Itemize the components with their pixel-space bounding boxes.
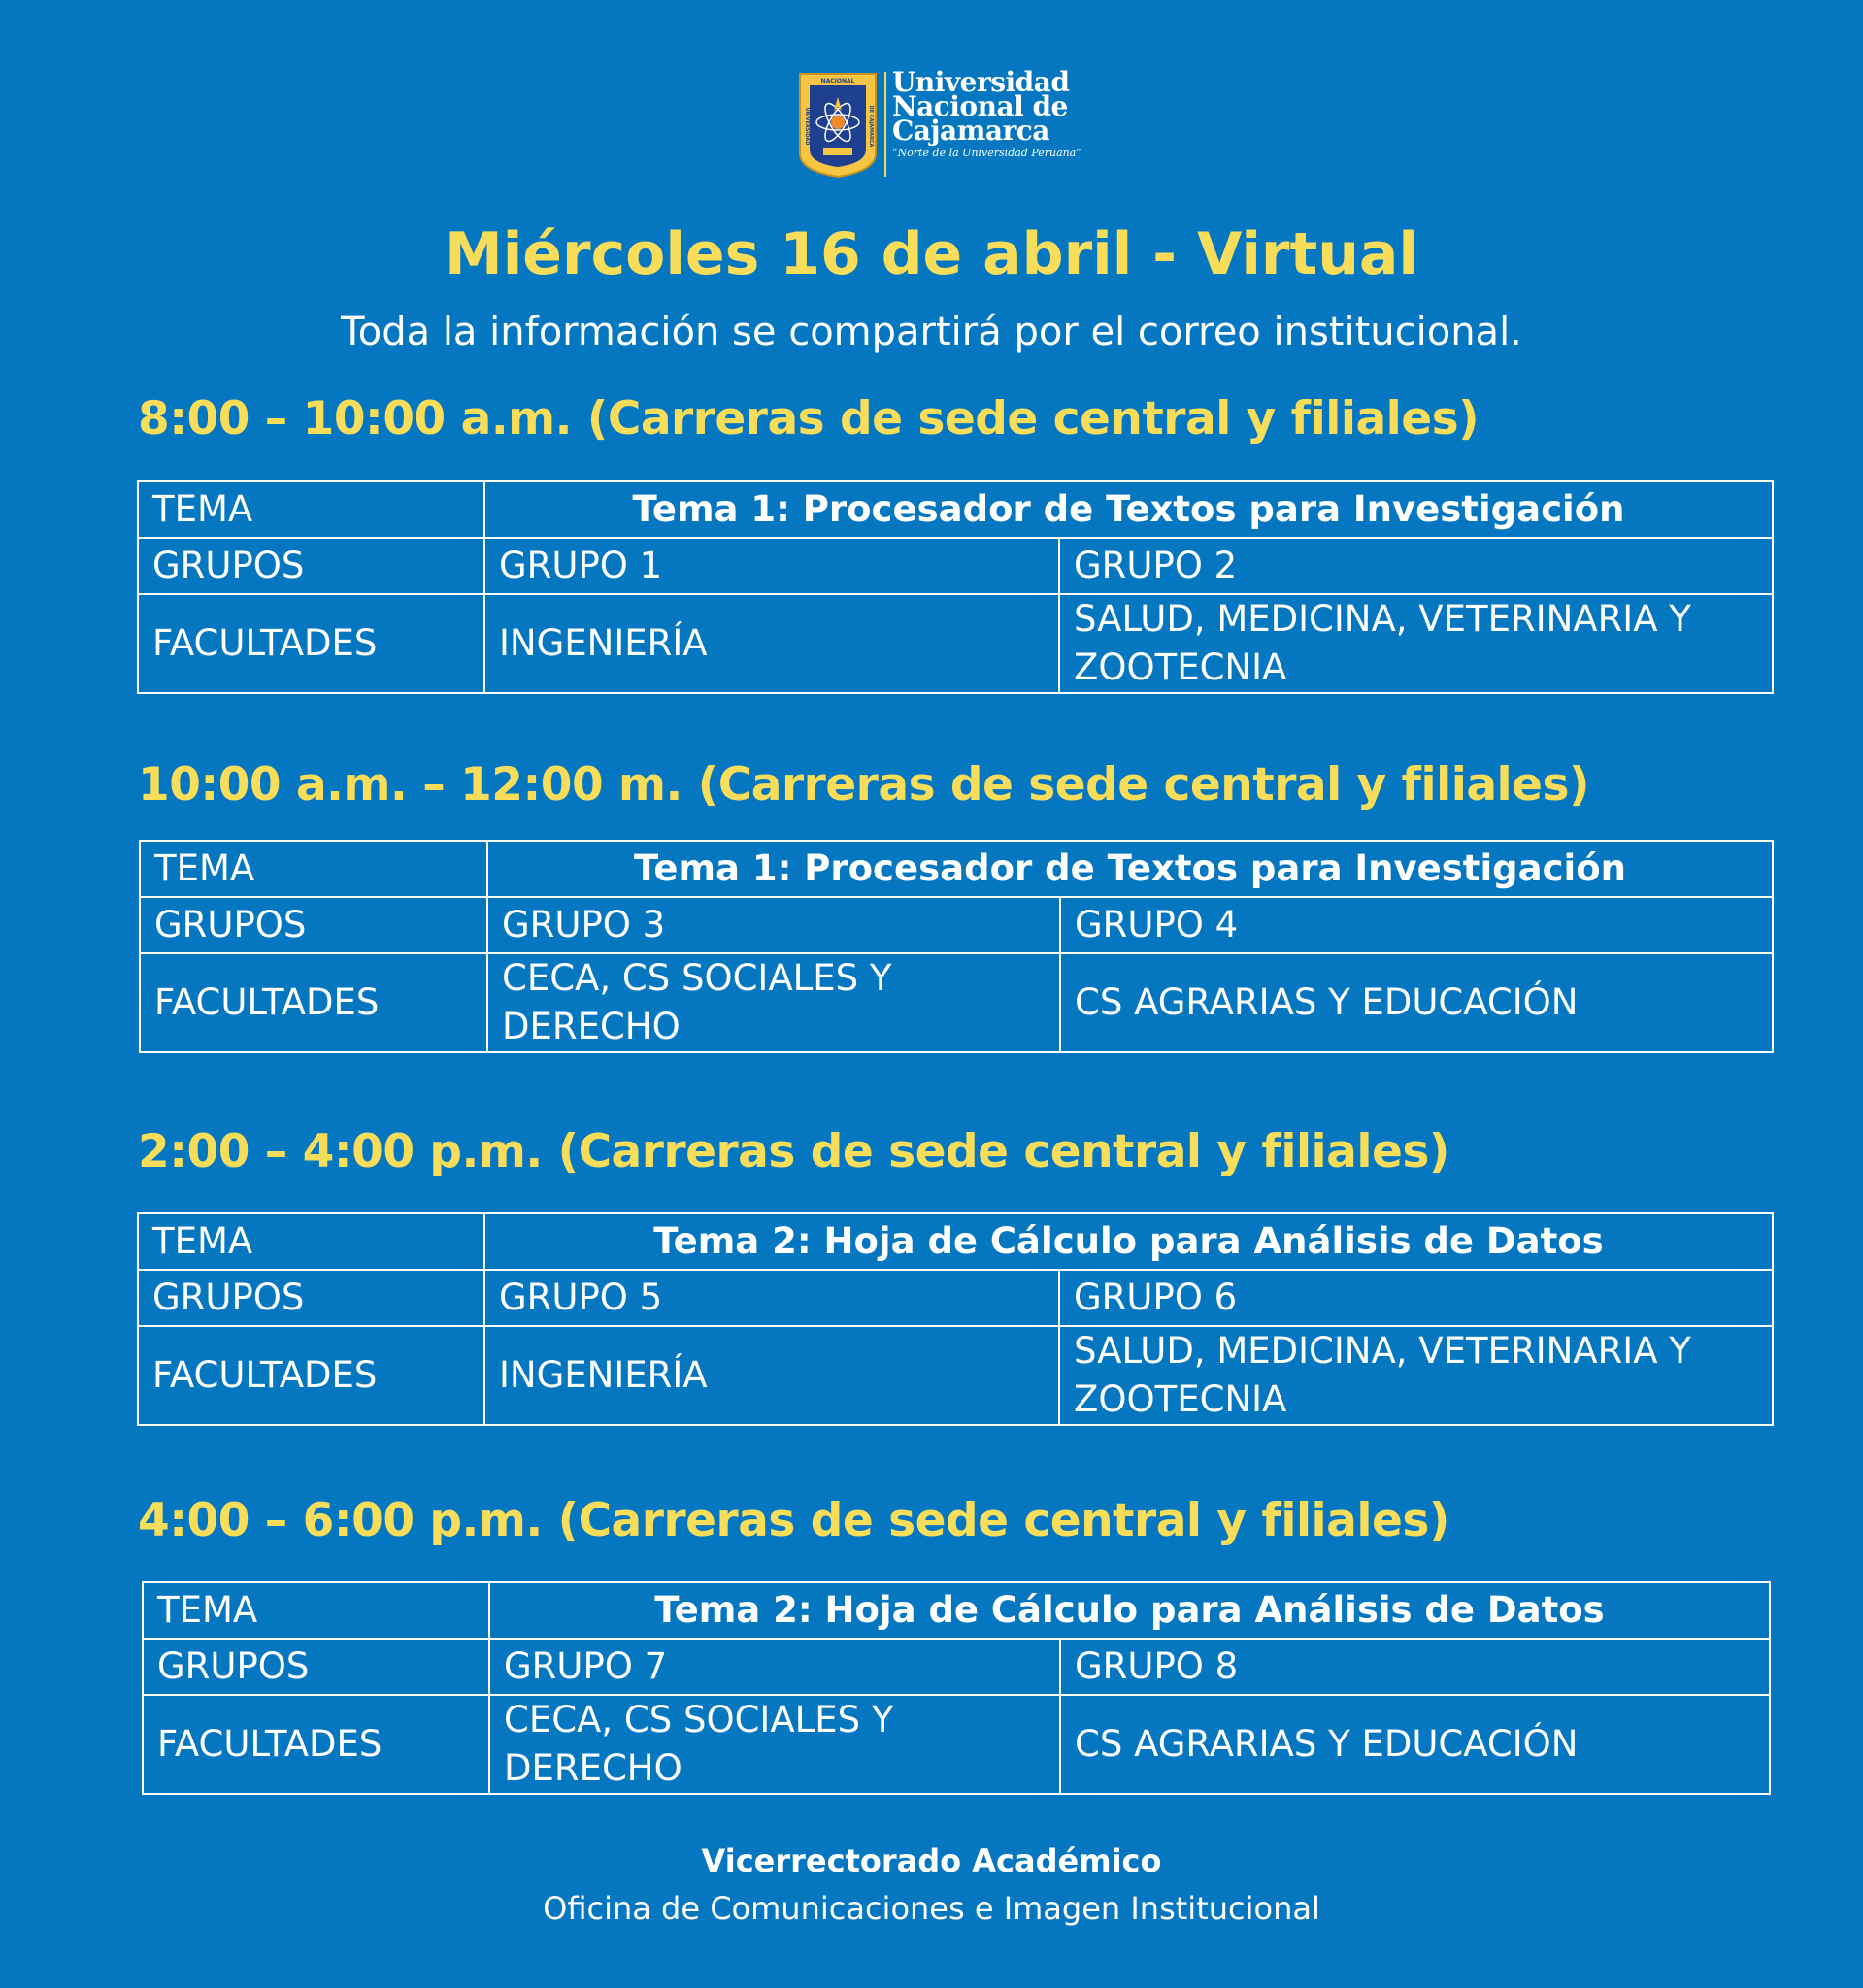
grupo-cell: GRUPO 7 bbox=[489, 1639, 1060, 1695]
table-row-tema bbox=[143, 1582, 1770, 1639]
table-row-grupos bbox=[140, 897, 1773, 953]
logo-motto: “Norte de la Universidad Peruana” bbox=[892, 147, 1081, 159]
grupos-label: GRUPOS bbox=[138, 538, 484, 594]
table-row-grupos bbox=[138, 1270, 1773, 1326]
page-subtitle: Toda la información se compartirá por el correo institucional. bbox=[341, 310, 1522, 354]
tema-label: TEMA bbox=[138, 481, 484, 538]
grupo-cell: GRUPO 5 bbox=[484, 1270, 1059, 1326]
facultad-cell: CS AGRARIAS Y EDUCACIÓN bbox=[1060, 1695, 1770, 1794]
tema-value: Tema 1: Procesador de Textos para Investigación bbox=[487, 841, 1773, 897]
facultad-cell: SALUD, MEDICINA, VETERINARIA Y ZOOTECNIA bbox=[1059, 594, 1773, 693]
tema-label: TEMA bbox=[140, 841, 487, 897]
facultades-label: FACULTADES bbox=[140, 953, 487, 1052]
grupo-cell: GRUPO 8 bbox=[1060, 1639, 1770, 1695]
table-row-facultades bbox=[138, 1326, 1773, 1425]
logo-wordmark bbox=[892, 66, 1081, 159]
facultad-cell: CS AGRARIAS Y EDUCACIÓN bbox=[1060, 953, 1773, 1052]
section-heading-3: 2:00 – 4:00 p.m. (Carreras de sede central y filiales) bbox=[138, 1125, 1449, 1178]
tema-value: Tema 2: Hoja de Cálculo para Análisis de Datos bbox=[489, 1582, 1770, 1639]
footer-office-subtitle: Oficina de Comunicaciones e Imagen Institucional bbox=[543, 1890, 1320, 1927]
grupo-cell: GRUPO 3 bbox=[487, 897, 1060, 953]
facultad-cell: INGENIERÍA bbox=[484, 1326, 1059, 1425]
grupo-cell: GRUPO 2 bbox=[1059, 538, 1773, 594]
grupo-cell: GRUPO 6 bbox=[1059, 1270, 1773, 1326]
university-logo bbox=[798, 66, 1081, 182]
table-row-tema bbox=[140, 841, 1773, 897]
shield-left-text: UNIVERSIDAD bbox=[804, 107, 810, 146]
facultad-cell: CECA, CS SOCIALES Y DERECHO bbox=[489, 1695, 1060, 1794]
logo-divider bbox=[884, 72, 886, 177]
tema-label: TEMA bbox=[138, 1213, 484, 1270]
grupo-cell: GRUPO 1 bbox=[484, 538, 1059, 594]
section-heading-4: 4:00 – 6:00 p.m. (Carreras de sede central y filiales) bbox=[138, 1494, 1449, 1547]
facultades-label: FACULTADES bbox=[143, 1695, 489, 1794]
grupos-label: GRUPOS bbox=[143, 1639, 489, 1695]
university-shield-icon bbox=[798, 70, 878, 179]
section-heading-2: 10:00 a.m. – 12:00 m. (Carreras de sede central y filiales) bbox=[138, 758, 1589, 812]
schedule-table-1 bbox=[137, 480, 1774, 694]
table-row-tema bbox=[138, 1213, 1773, 1270]
footer-office-name: Vicerrectorado Académico bbox=[701, 1842, 1162, 1879]
tema-label: TEMA bbox=[143, 1582, 489, 1639]
table-row-facultades bbox=[138, 594, 1773, 693]
table-row-grupos bbox=[138, 538, 1773, 594]
schedule-table-3 bbox=[137, 1212, 1774, 1426]
table-row-grupos bbox=[143, 1639, 1770, 1695]
grupo-cell: GRUPO 4 bbox=[1060, 897, 1773, 953]
page-title: Miércoles 16 de abril - Virtual bbox=[445, 220, 1418, 288]
facultad-cell: INGENIERÍA bbox=[484, 594, 1059, 693]
tema-value: Tema 2: Hoja de Cálculo para Análisis de Datos bbox=[484, 1213, 1773, 1270]
section-heading-1: 8:00 – 10:00 a.m. (Carreras de sede central y filiales) bbox=[138, 392, 1480, 446]
facultades-label: FACULTADES bbox=[138, 594, 484, 693]
logo-line-1: Universidad bbox=[892, 66, 1070, 98]
facultad-cell: SALUD, MEDICINA, VETERINARIA Y ZOOTECNIA bbox=[1059, 1326, 1773, 1425]
facultades-label: FACULTADES bbox=[138, 1326, 484, 1425]
table-row-tema bbox=[138, 481, 1773, 538]
shield-right-text: DE CAJAMARCA bbox=[868, 105, 874, 148]
table-row-facultades bbox=[140, 953, 1773, 1052]
logo-line-2: Nacional de bbox=[892, 90, 1068, 122]
logo-line-3: Cajamarca bbox=[892, 115, 1049, 147]
grupos-label: GRUPOS bbox=[138, 1270, 484, 1326]
shield-top-text: NACIONAL bbox=[820, 78, 855, 84]
grupos-label: GRUPOS bbox=[140, 897, 487, 953]
facultad-cell: CECA, CS SOCIALES Y DERECHO bbox=[487, 953, 1060, 1052]
tema-value: Tema 1: Procesador de Textos para Investigación bbox=[484, 481, 1773, 538]
schedule-table-4 bbox=[142, 1581, 1771, 1795]
table-row-facultades bbox=[143, 1695, 1770, 1794]
schedule-table-2 bbox=[139, 840, 1774, 1053]
